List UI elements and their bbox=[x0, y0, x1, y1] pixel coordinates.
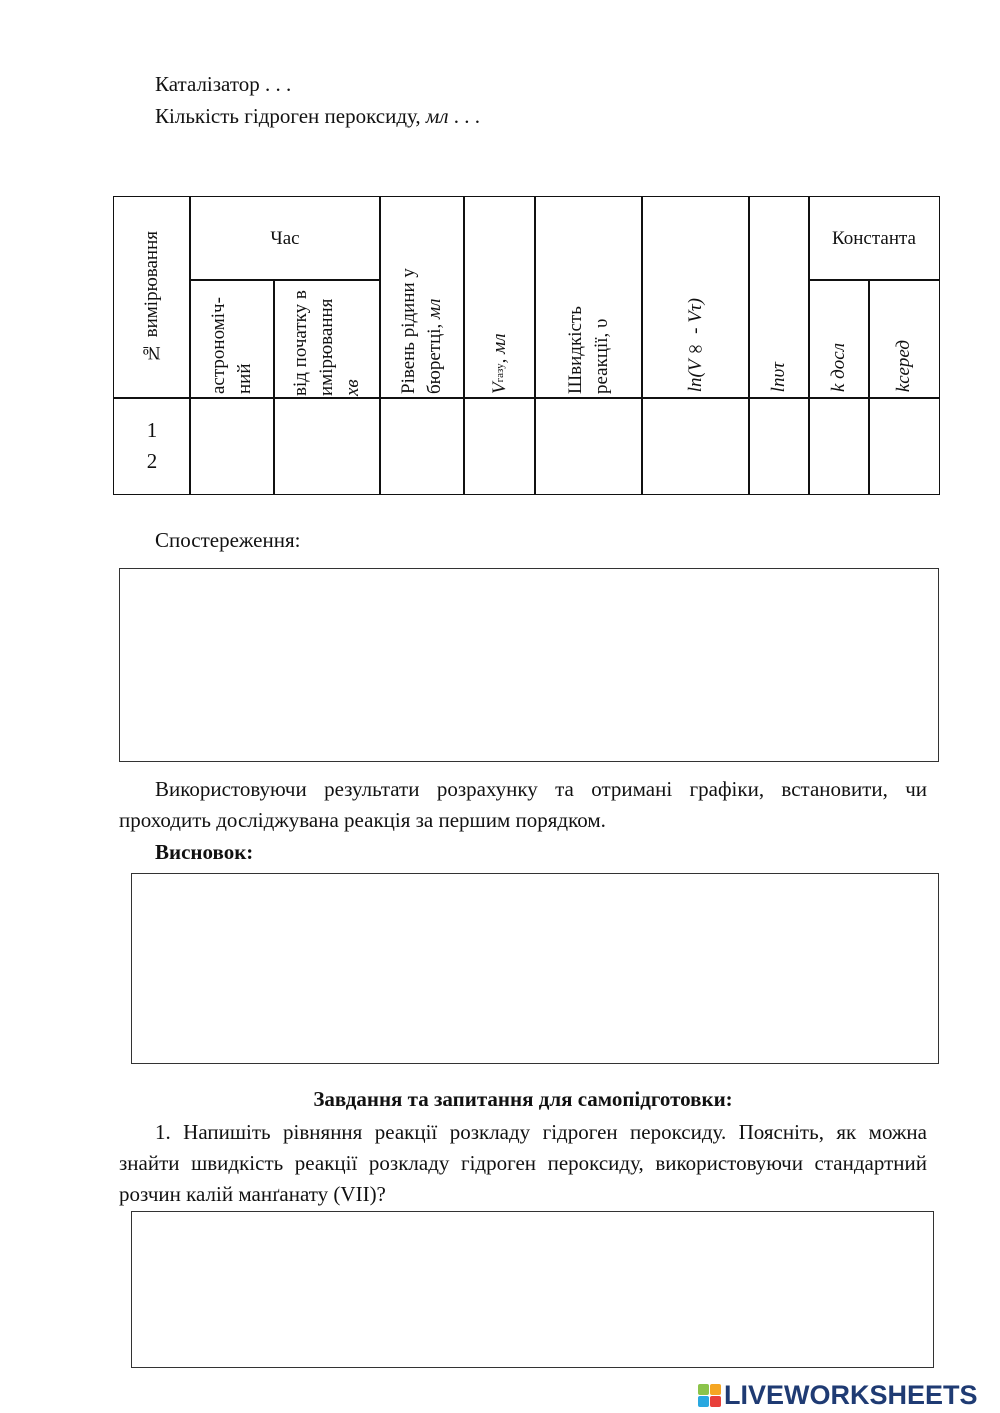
header-k-exp bbox=[808, 279, 870, 399]
header-time-start-text: від початку вимірювання хв bbox=[290, 290, 363, 396]
tasks-title: Завдання та запитання для самопідготовки: bbox=[313, 1087, 733, 1111]
row-numbers bbox=[113, 397, 191, 495]
header-level-text: Рівень рідини у бюретці, мл bbox=[398, 268, 445, 394]
instruction-text: Використовуючи результати розрахунку та отримані графіки, встановити, чи проходить досліджувана реакція за першим порядком. bbox=[119, 777, 927, 832]
liveworksheets-logo bbox=[698, 1380, 978, 1411]
header-number bbox=[113, 196, 191, 399]
header-ln-rate-text: lnυτ bbox=[768, 361, 789, 392]
header-rate-text: Швидкість реакції, υ bbox=[564, 306, 612, 394]
table-cell[interactable] bbox=[273, 397, 381, 495]
table-cell[interactable] bbox=[463, 397, 536, 495]
header-ln-v bbox=[641, 196, 750, 399]
catalyst-line: Каталізатор . . . bbox=[155, 72, 292, 96]
observations-label: Спостереження: bbox=[155, 528, 301, 552]
task-1-answer-box[interactable] bbox=[131, 1211, 934, 1368]
header-time-astro bbox=[189, 279, 275, 399]
table-cell[interactable] bbox=[189, 397, 275, 495]
header-time-astro-text: астрономіч-ний bbox=[208, 297, 255, 394]
row-number: 1 bbox=[146, 418, 158, 442]
peroxide-unit: мл bbox=[425, 104, 449, 128]
header-time: Час bbox=[189, 196, 381, 281]
table-cell[interactable] bbox=[379, 397, 465, 495]
logo-icon bbox=[698, 1384, 721, 1407]
peroxide-dots: . . . bbox=[448, 104, 480, 128]
row-number: 2 bbox=[146, 449, 158, 473]
task-1-text: 1. Напишіть рівняння реакції розкладу гідроген пероксиду. Поясніть, як можна знайти швидкість реакції розкладу гідроген пероксиду, використовуючи стандартний розчин калій манґанату (VII)? bbox=[119, 1120, 927, 1206]
header-vgas bbox=[463, 196, 536, 399]
header-number-text: № вимірювання bbox=[141, 231, 162, 364]
header-ln-rate bbox=[748, 196, 810, 399]
peroxide-line bbox=[155, 104, 480, 129]
conclusion-answer-box[interactable] bbox=[131, 873, 939, 1064]
brand-text: LIVEWORKSHEETS bbox=[724, 1380, 978, 1410]
header-rate bbox=[534, 196, 643, 399]
table-cell[interactable] bbox=[534, 397, 643, 495]
table-cell[interactable] bbox=[748, 397, 810, 495]
header-ln-v-text: ln(V∞ - Vτ) bbox=[684, 297, 706, 392]
conclusion-label: Висновок: bbox=[155, 840, 254, 864]
header-k-exp-text: k досл bbox=[828, 342, 849, 392]
header-time-start bbox=[273, 279, 381, 399]
header-constant: Константа bbox=[808, 196, 940, 281]
header-level bbox=[379, 196, 465, 399]
table-cell[interactable] bbox=[868, 397, 940, 495]
header-k-avg-text: kсеред bbox=[893, 339, 914, 392]
table-cell[interactable] bbox=[808, 397, 870, 495]
header-k-avg bbox=[868, 279, 940, 399]
header-vgas-text: Vгазу, мл bbox=[488, 333, 510, 394]
table-cell[interactable] bbox=[641, 397, 750, 495]
peroxide-label: Кількість гідроген пероксиду, bbox=[155, 104, 426, 128]
observations-answer-box[interactable] bbox=[119, 568, 939, 762]
